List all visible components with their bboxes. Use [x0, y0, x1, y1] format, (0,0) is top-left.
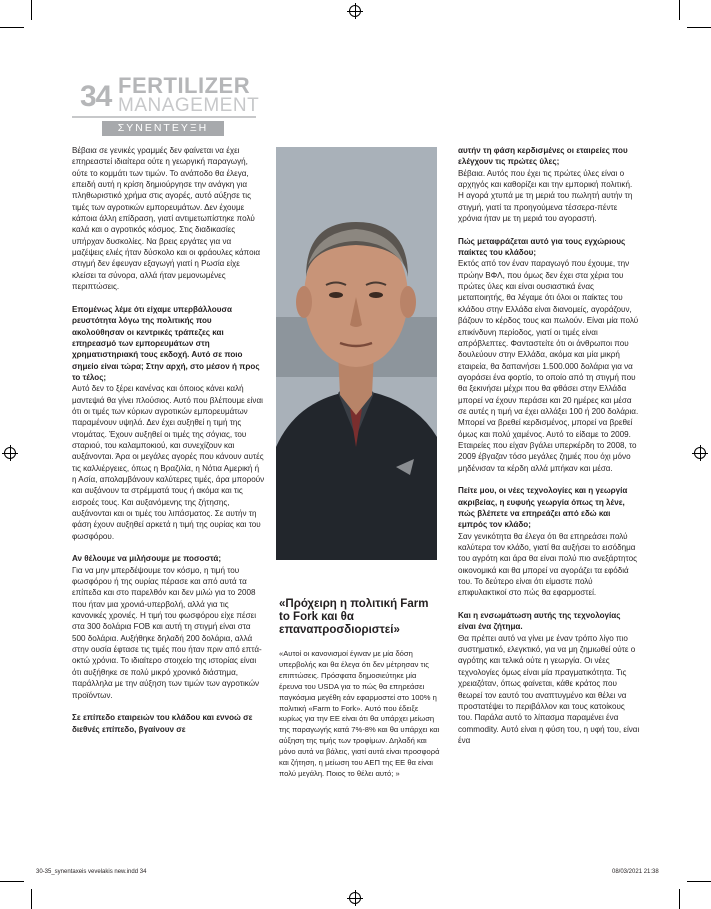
- crop-mark: [679, 889, 680, 909]
- crop-mark: [679, 0, 680, 20]
- article-column-3: [458, 145, 640, 746]
- interview-question: αυτήν τη φάση κερδισμένες οι εταιρείες που ελέγχουν τις πρώτες ύλες;: [458, 146, 628, 167]
- article-column-1: [72, 145, 265, 746]
- registration-mark-icon: [349, 892, 361, 904]
- portrait-illustration: [276, 147, 437, 560]
- paragraph: Εκτός από τον έναν παραγωγό που έχουμε, την πρώην ΒΦΛ, που όμως δεν έχει στα χέρια του πρώτες ύλες και είναι ουσιαστικά ένας μεταποιητής, θα λέγαμε ότι όλοι οι παίκτες του κλάδου στην Ελλάδα είναι διανομείς, αγοράζουν, βάζουν το κέρδος τους και πωλούν. Είναι μία πολύ επικίνδυνη περίοδος, γιατί οι τιμές είναι απρόβλεπτες. Φανταστείτε ότι οι άνθρωποι που δουλεύουν στην Ελλάδα, ακόμα και μία μικρή εταιρεία, θα δαπανήσει 1.500.000 δολάρια για να αγοράσει ένα φορτίο, το οποίο από τη στιγμή που θα ξεκινήσει μέχρι που θα φθάσει στην Ελλάδα μπορεί να έχουν περάσει και 20 ημέρες και μέσα σε αυτές η τιμή να έχει αλλάξει 100 ή 200 δολάρια. Μπορεί να βρεθεί κερδισμένος, μπορεί να βρεθεί όμως και πολύ χαμένος. Αυτό το είδαμε το 2009. Εταιρείες που είχαν βγάλει υπερκέρδη το 2008, το 2009 έβγαζαν τόσο μεγάλες ζημιές που όχι μόνο μηδένισαν τα κέρδη αλλά μπήκαν και μέσα.: [458, 259, 639, 473]
- header-divider: [72, 116, 256, 118]
- crop-mark: [0, 881, 24, 882]
- paragraph: Για να μην μπερδέψουμε τον κόσμο, η τιμή του φωσφόρου ή της ουρίας πέρασε και από αυτά τα επίπεδα και στο παρελθόν και δεν μιλώ για το 2008 που ήταν μια χρονιά-υπερβολή, αλλά για τις κανονικές χρονιές. Η τιμή του φωσφόρου είχε πέσει στα 300 δολάρια FOB και αυτή τη στιγμή είναι στα 500 δολάρια. Αυξήθηκε δηλαδή 200 δολάρια, αλλά στην ουσία έφτασε τις τιμές που ήταν πριν από επτά-οκτώ χρόνια. Το ιδιαίτερο στοιχείο της ιστορίας είναι ότι αυξήθηκε σε πολύ μικρό χρονικό διάστημα, παράλληλα με την αύξηση των τιμών των αγροτικών προϊόντων.: [72, 565, 262, 700]
- pull-quote-body: «Αυτοί οι κανονισμοί έγιναν με μία δόση υπερβολής και θα έλεγα ότι δεν μέτρησαν τις επιπτώσεις. Πρόσφατα δημοσιεύτηκε μία έρευνα του USDA για το πώς θα επηρεάσει παγκόσμια μεγέθη εάν εφαρμοστεί στο 100% η πολιτική «Farm to Fork». Αυτό που έδειξε κυρίως για την ΕΕ είναι ότι θα υπάρχει μείωση της παραγωγής κατά 7%-8% και θα υπάρχει και αύξηση της τιμής των τροφίμων. Δηλαδή και μόνο αυτά να βάλεις, γιατί αυτά είναι προσφορά και ζήτηση, η μείωση του ΑΕΠ της ΕΕ θα είναι πολύ μεγάλη. Ποιος το θέλει αυτό; »: [279, 649, 440, 778]
- section-header: [72, 72, 272, 137]
- paragraph: Βέβαια σε γενικές γραμμές δεν φαίνεται να έχει επηρεαστεί ιδιαίτερα ούτε η γεωργική παραγωγή, ούτε το κομμάτι των τιμών. Το ανάποδο θα έλεγα, επειδή αυτή η κρίση δημιούργησε την ανάγκη για πληθωριστικό χρήμα στις αγορές, αυτό αύξησε τις τιμές των αγροτικών εμπορευμάτων. Δεν έχουμε κάποια άλλη επίδραση, γιατί αντιμετωπίστηκε πολύ καλά και ο αγροτικός κόσμος. Στις διαδικασίες υπήρχαν δυσκολίες. Να βρεις εργάτες για να μαζέψεις ελιές ήταν δύσκολο και οι φράουλες κάποια στιγμή δεν έφευγαν εξαγωγή γιατί η Ρωσία είχε κλείσει τα σύνορα, αλλά ήταν μεμονωμένες περιπτώσεις.: [72, 146, 261, 292]
- interview-question: Πώς μεταφράζεται αυτό για τους εγχώριους παίκτες του κλάδου;: [458, 236, 626, 258]
- interview-question: Και η ενσωμάτωση αυτής της τεχνολογίας είναι ένα ζήτημα.: [458, 611, 621, 632]
- crop-mark: [0, 27, 24, 28]
- section-tag: ΣΥΝΕΝΤΕΥΞΗ: [102, 121, 224, 136]
- footer-timestamp: 08/03/2021 21:38: [612, 869, 659, 875]
- section-subtitle: MANAGEMENT: [118, 95, 260, 116]
- crop-mark: [31, 889, 32, 909]
- interview-question: Επομένως λέμε ότι είχαμε υπερβάλλουσα ρευστότητα λόγω της πολιτικής που ακολούθησαν οι κεντρικές τράπεζες και επηρεασμό των εμπορευμάτων στη χρηματιστηριακή τους εκδοχή. Αυτό σε ποιο σημείο είναι τώρα; Στην αρχή, στο μέσον ή προς το τέλος;: [72, 304, 260, 382]
- crop-mark: [31, 0, 32, 20]
- section-title: FERTILIZER: [118, 73, 251, 98]
- crop-mark: [687, 27, 711, 28]
- paragraph: Σαν γενικότητα θα έλεγα ότι θα επηρεάσει πολύ καλύτερα τον κλάδο, γιατί θα αυξήσει το εισόδημα του αγρότη και άρα θα είναι πολύ πιο ανεξάρτητος οικονομικά και θα μπορεί να αγοράζει τα εφόδιά του. Το δεύτερο είναι ότι είμαστε πολύ επιφυλακτικοί στο πώς θα εφαρμοστεί.: [458, 531, 637, 598]
- footer-filename: 30-35_synentaxeis vevelakis new.indd 34: [36, 869, 147, 875]
- interview-question: Σε επίπεδο εταιρειών του κλάδου και εννοώ σε διεθνές επίπεδο, βγαίνουν σε: [72, 713, 253, 734]
- registration-mark-icon: [349, 5, 361, 17]
- portrait-photo: [276, 147, 437, 560]
- paragraph: Θα πρέπει αυτό να γίνει με έναν τρόπο λίγο πιο συστηματικό, ελεγκτικό, για να μη ζημιωθεί ούτε ο αγρότης και τελικά ούτε η γεωργία. Οι νέες τεχνολογίες όμως είναι μία πραγματικότητα. Τις χρειαζόταν, όπως φαίνεται, κάθε κράτος που θεωρεί τον εαυτό του αναπτυγμένο και θέλει να προστατέψει το περιβάλλον και τους κατοίκους του. Παράλα αυτό το λίπασμα παραμένει ένα commodity. Αυτό είναι η φύση του, η υφή του, είναι ένα: [458, 633, 640, 745]
- registration-mark-icon: [694, 447, 706, 459]
- page-number: 34: [80, 80, 112, 113]
- interview-question: Αν θέλουμε να μιλήσουμε με ποσοστά;: [72, 554, 222, 564]
- paragraph: Βέβαια. Αυτός που έχει τις πρώτες ύλες είναι ο αρχηγός και καθορίζει και την εμπορική πολιτική. Η αγορά χτυπά με τη μεριά του πωλητή αυτήν τη στιγμή, γιατί τα προηγούμενα τέσσερα-πέντε χρόνια ήταν με τη μεριά του αγοραστή.: [458, 168, 633, 224]
- interview-question: Πείτε μου, οι νέες τεχνολογίες και η γεωργία ακριβείας, η ευφυής γεωργία όπως τη λένε, πώς βλέπετε να επηρεάζει από εδώ και εμπρός τον κλάδο;: [458, 486, 628, 530]
- crop-mark: [687, 881, 711, 882]
- registration-mark-icon: [4, 447, 16, 459]
- paragraph: Αυτό δεν το ξέρει κανένας και όποιος κάνει καλή μαντεψιά θα γίνει πλούσιος. Αυτό που βλέπουμε είναι ότι οι τιμές των κύριων αγροτικών εμπορευμάτων παραμένουν υψηλά. Δεν έχει αυξηθεί η τιμή της ντομάτας. Έχουν αυξηθεί οι τιμές της σόγιας, του σταριού, του καλαμποκιού, και συνεχίζουν και αυξάνονται. Άρα οι μεγάλες αγορές που κάνουν αυτές τις καλλιέργειες, όπως η Βραζιλία, η Νότια Αμερική ή η Ασία, απολαμβάνουν καλύτερες τιμές, άρα μπορούν και αυξάνουν τα στρέμματά τους ή ακόμα και τις εισροές τους. Και αυξανόμενης της ζήτησης, αυξάνονται και οι τιμές του λιπάσματος. Σε αυτήν τη φάση έχουν αυξηθεί αρκετά η τιμή της ουρίας και του φωσφόρου.: [72, 384, 265, 541]
- pull-quote-title: «Πρόχειρη η πολιτική Farm to Fork και θα επαναπροσδιοριστεί»: [279, 598, 429, 636]
